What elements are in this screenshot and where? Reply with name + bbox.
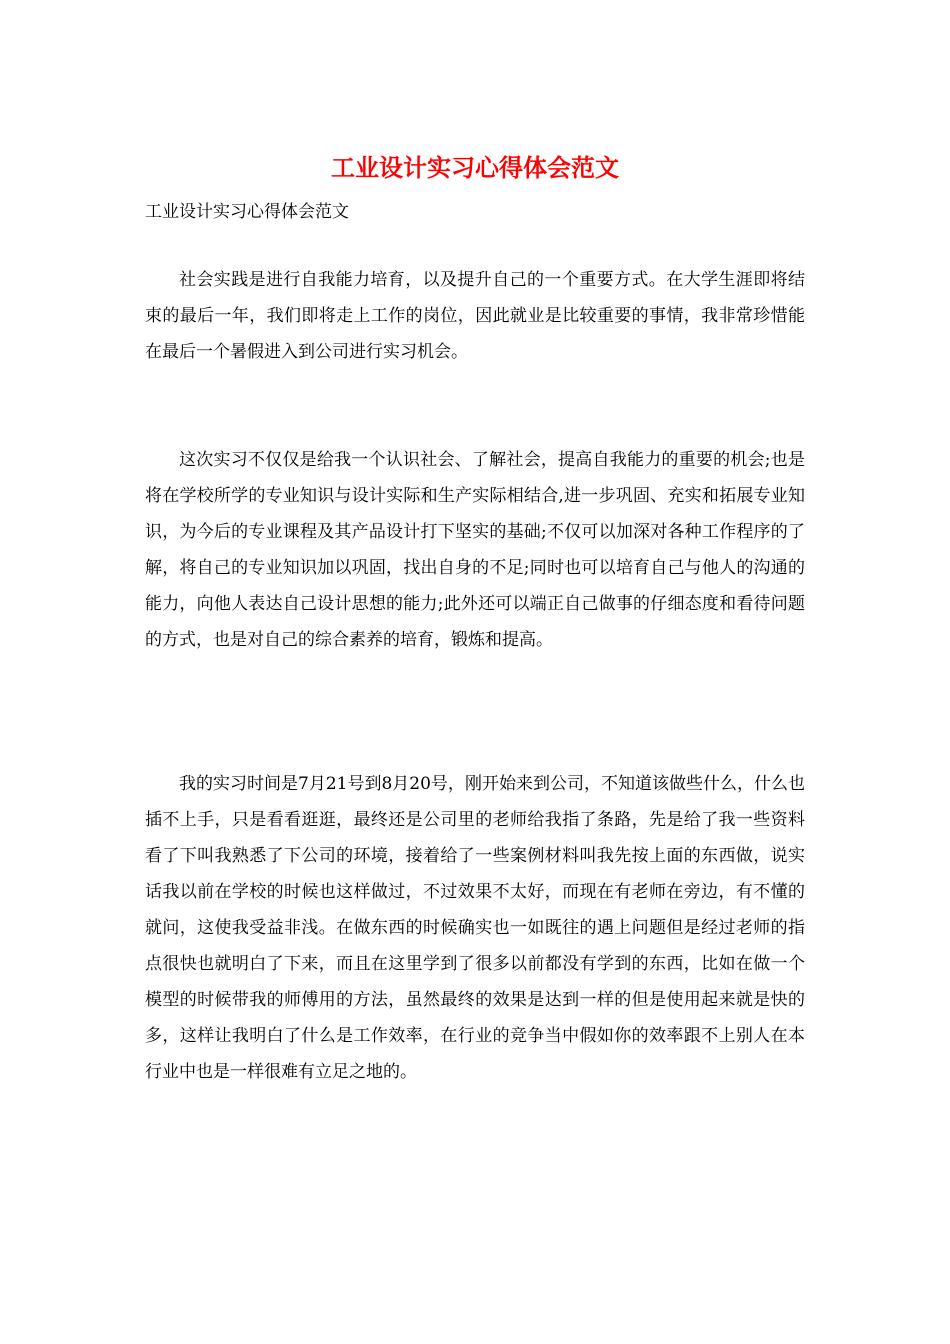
document-subtitle: 工业设计实习心得体会范文 xyxy=(145,202,349,222)
paragraph-1: 社会实践是进行自我能力培育，以及提升自己的一个重要方式。在大学生涯即将结束的最后一年，我们即将走上工作的岗位，因此就业是比较重要的事情，我非常珍惜能在最后一个暑假进入到公司进行实习机会。 xyxy=(145,270,805,362)
paragraph-2: 这次实习不仅仅是给我一个认识社会、了解社会，提高自我能力的重要的机会;也是将在学校所学的专业知识与设计实际和生产实际相结合,进一步巩固、充实和拓展专业知识，为今后的专业课程及其产品设计打下坚实的基础;不仅可以加深对各种工作程序的了解，将自己的专业知识加以巩固，找出自身的不足;同时也可以培育自己与他人的沟通的能力，向他人表达自己设计思想的能力;此外还可以端正自己做事的仔细态度和看待问题的方式，也是对自己的综合素养的培育，锻炼和提高。 xyxy=(145,450,805,650)
paragraph-3: 我的实习时间是7月21号到8月20号，刚开始来到公司，不知道该做些什么，什么也插不上手，只是看看逛逛，最终还是公司里的老师给我指了条路，先是给了我一些资料看了下叫我熟悉了下公司的环境，接着给了一些案例材料叫我先按上面的东西做，说实话我以前在学校的时候也这样做过，不过效果不太好，而现在有老师在旁边，有不懂的就问，这使我受益非浅。在做东西的时候确实也一如既往的遇上问题但是经过老师的指点很快也就明白了下来，而且在这里学到了很多以前都没有学到的东西，比如在做一个模型的时候带我的师傅用的方法，虽然最终的效果是达到一样的但是使用起来就是快的多，这样让我明白了什么是工作效率，在行业的竞争当中假如你的效率跟不上别人在本行业中也是一样很难有立足之地的。 xyxy=(145,774,805,1082)
document-title: 工业设计实习心得体会范文 xyxy=(331,153,619,182)
